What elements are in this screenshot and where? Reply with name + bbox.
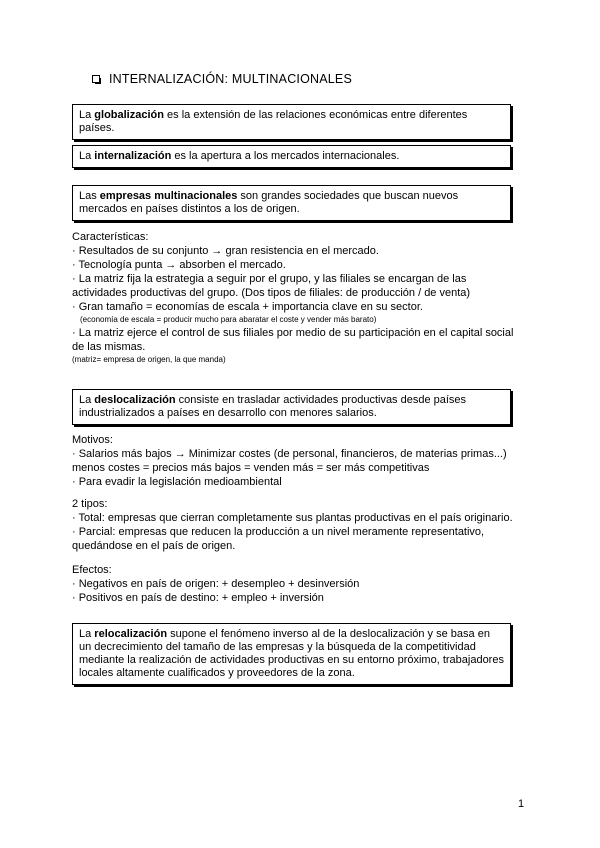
definition-box-globalizacion (72, 104, 511, 140)
caracteristicas-section (72, 230, 522, 366)
section-label: Motivos: (72, 434, 113, 446)
list-item: · La matriz fija la estrategia a seguir por el grupo, y las filiales se encargan de las actividades productivas del grupo. (Dos tipos de filiales: de producción / de venta) (72, 273, 471, 299)
efectos-section (72, 563, 522, 605)
checkbox-bullet-icon (92, 75, 100, 83)
note: (matriz= empresa de origen, la que manda) (72, 355, 226, 364)
list-item: · Positivos en país de destino: + empleo + inversión (72, 592, 324, 604)
list-item: · Para evadir la legislación medioambiental (72, 476, 282, 488)
box-text: supone el fenómeno inverso al de la deslocalización y se basa en un decrecimiento del tamaño de las empresas y la búsqueda de la competitividad mediante la realización de actividades productivas en su entorno próximo, trabajadores locales altamente cualificados y proveedores de la zona. (79, 628, 504, 679)
page-number: 1 (518, 798, 525, 810)
section-label: Características: (72, 231, 149, 243)
list-item: · Resultados de su conjunto → gran resistencia en el mercado. (72, 245, 379, 257)
list-item: · Tecnología punta → absorben el mercado. (72, 259, 286, 271)
list-item: · Salarios más bajos → Minimizar costes (de personal, financieros, de materias primas...) (72, 448, 507, 460)
list-item: menos costes = precios más bajos = venden más = ser más competitivas (72, 462, 430, 474)
box-text: La (79, 109, 95, 121)
box-text: La (79, 150, 95, 162)
box-term: globalización (94, 109, 164, 121)
section-label: Efectos: (72, 564, 112, 576)
box-term: empresas multinacionales (99, 190, 238, 202)
tipos-section (72, 497, 522, 553)
heading-text: INTERNALIZACIÓN: MULTINACIONALES (109, 72, 353, 86)
box-text: es la apertura a los mercados internacionales. (171, 150, 400, 162)
list-item: · Negativos en país de origen: + desempleo + desinversión (72, 578, 360, 590)
box-term: relocalización (94, 628, 168, 640)
box-term: internalización (94, 150, 172, 162)
list-item: · Gran tamaño = economías de escala + importancia clave en su sector. (72, 301, 423, 313)
box-text: Las (79, 190, 100, 202)
box-term: deslocalización (94, 394, 176, 406)
list-item: · Parcial: empresas que reducen la producción a un nivel meramente representativo, quedándose en el país de origen. (72, 526, 485, 552)
section-heading (92, 72, 352, 86)
box-text: es la extensión de las relaciones económicas entre diferentes países. (79, 109, 468, 134)
list-item: · Total: empresas que cierran completamente sus plantas productivas en el país originario. (72, 512, 513, 524)
list-item: · La matriz ejerce el control de sus filiales por medio de su participación en el capital social de las mismas. (72, 327, 514, 353)
box-text: son grandes sociedades que buscan nuevos mercados en países distintos a los de origen. (79, 190, 459, 215)
box-text: consiste en trasladar actividades productivas desde países industrializados a países en desarrollo con menores salarios. (79, 394, 467, 419)
box-text: La (79, 394, 95, 406)
definition-box-relocalizacion (72, 623, 511, 685)
box-text: La (79, 628, 95, 640)
definition-box-multinacionales (72, 185, 511, 221)
section-label: 2 tipos: (72, 498, 108, 510)
note: (economía de escala = producir mucho para abaratar el coste y vender más barato) (80, 315, 377, 324)
motivos-section (72, 433, 522, 489)
definition-box-deslocalizacion (72, 389, 511, 425)
definition-box-internalizacion (72, 145, 511, 168)
